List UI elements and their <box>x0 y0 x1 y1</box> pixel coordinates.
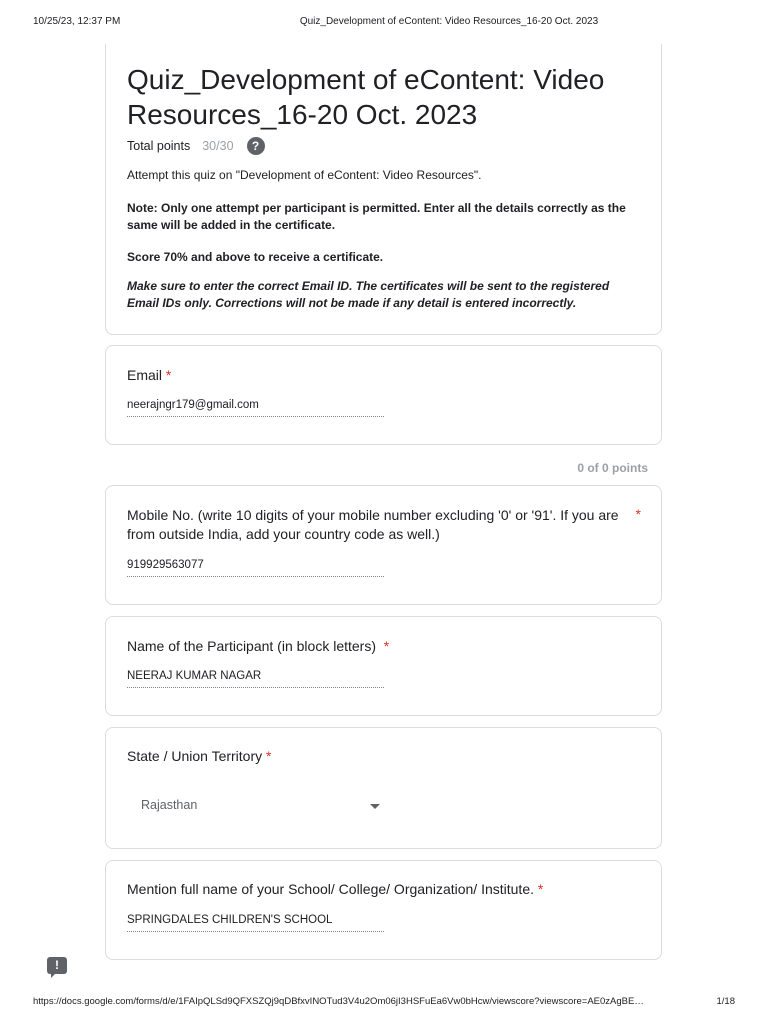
total-points-value: 30/30 <box>202 139 234 153</box>
state-question-label <box>127 747 271 766</box>
form-description-intro: Attempt this quiz on "Development of eContent: Video Resources". <box>127 168 482 182</box>
required-mark: * <box>383 638 390 654</box>
name-question-label <box>127 637 389 656</box>
school-question-label <box>127 880 543 899</box>
required-mark: * <box>537 881 544 897</box>
mobile-question-label: Mobile No. (write 10 digits of your mobile number excluding '0' or '91'. If you are from outside India, add your country code as well.) <box>127 507 619 542</box>
form-title: Quiz_Development of eContent: Video Resources_16-20 Oct. 2023 <box>127 64 605 130</box>
print-url: https://docs.google.com/forms/d/e/1FAIpQLSd9QFXSZQj9qDBfxvINOTud3V4u2Om06jI3HSFuEa6Vw0bHcw/viewscore?viewscore=AE0zAgBE… <box>33 996 644 1007</box>
question-card-school <box>105 860 662 960</box>
print-page-number: 1/18 <box>716 996 735 1007</box>
school-label-text: Mention full name of your School/ College/ Organization/ Institute. <box>127 881 534 897</box>
question-card-mobile <box>105 485 662 605</box>
email-answer: neerajngr179@gmail.com <box>127 397 384 417</box>
name-label-text: Name of the Participant (in block letters) <box>127 638 376 654</box>
email-question-label <box>127 366 171 385</box>
form-description-email-notice: Make sure to enter the correct Email ID. The certificates will be sent to the registered Email IDs only. Corrections will not be made if any detail is entered incorrectly. <box>127 279 610 310</box>
print-footer <box>0 996 768 1010</box>
total-points-label: Total points <box>127 139 191 153</box>
total-points-row <box>127 137 265 155</box>
state-selected-value: Rajasthan <box>141 798 198 812</box>
form-description-score: Score 70% and above to receive a certificate. <box>127 250 384 264</box>
required-mark: * <box>266 748 272 764</box>
section-points-note: 0 of 0 points <box>577 461 648 475</box>
email-label-text: Email <box>127 367 163 383</box>
question-card-name <box>105 616 662 716</box>
question-card-state <box>105 727 662 849</box>
state-dropdown[interactable] <box>127 793 384 819</box>
required-mark: * <box>165 367 172 383</box>
question-card-email <box>105 345 662 445</box>
mobile-answer: 919929563077 <box>127 557 384 577</box>
print-header <box>0 16 768 30</box>
form-description-note: Note: Only one attempt per participant is permitted. Enter all the details correctly as the same will be added in the certificate. <box>127 201 626 232</box>
feedback-icon[interactable]: ! <box>47 957 67 974</box>
state-label-text: State / Union Territory <box>127 748 263 764</box>
dropdown-arrow-icon <box>370 804 380 809</box>
form-header-card <box>105 44 662 335</box>
required-mark: * <box>635 506 641 522</box>
print-timestamp: 10/25/23, 12:37 PM <box>33 16 121 27</box>
school-answer: SPRINGDALES CHILDREN'S SCHOOL <box>127 912 384 932</box>
print-document-title: Quiz_Development of eContent: Video Resources_16-20 Oct. 2023 <box>299 16 599 27</box>
name-answer: NEERAJ KUMAR NAGAR <box>127 668 384 688</box>
help-icon[interactable]: ? <box>247 137 265 155</box>
